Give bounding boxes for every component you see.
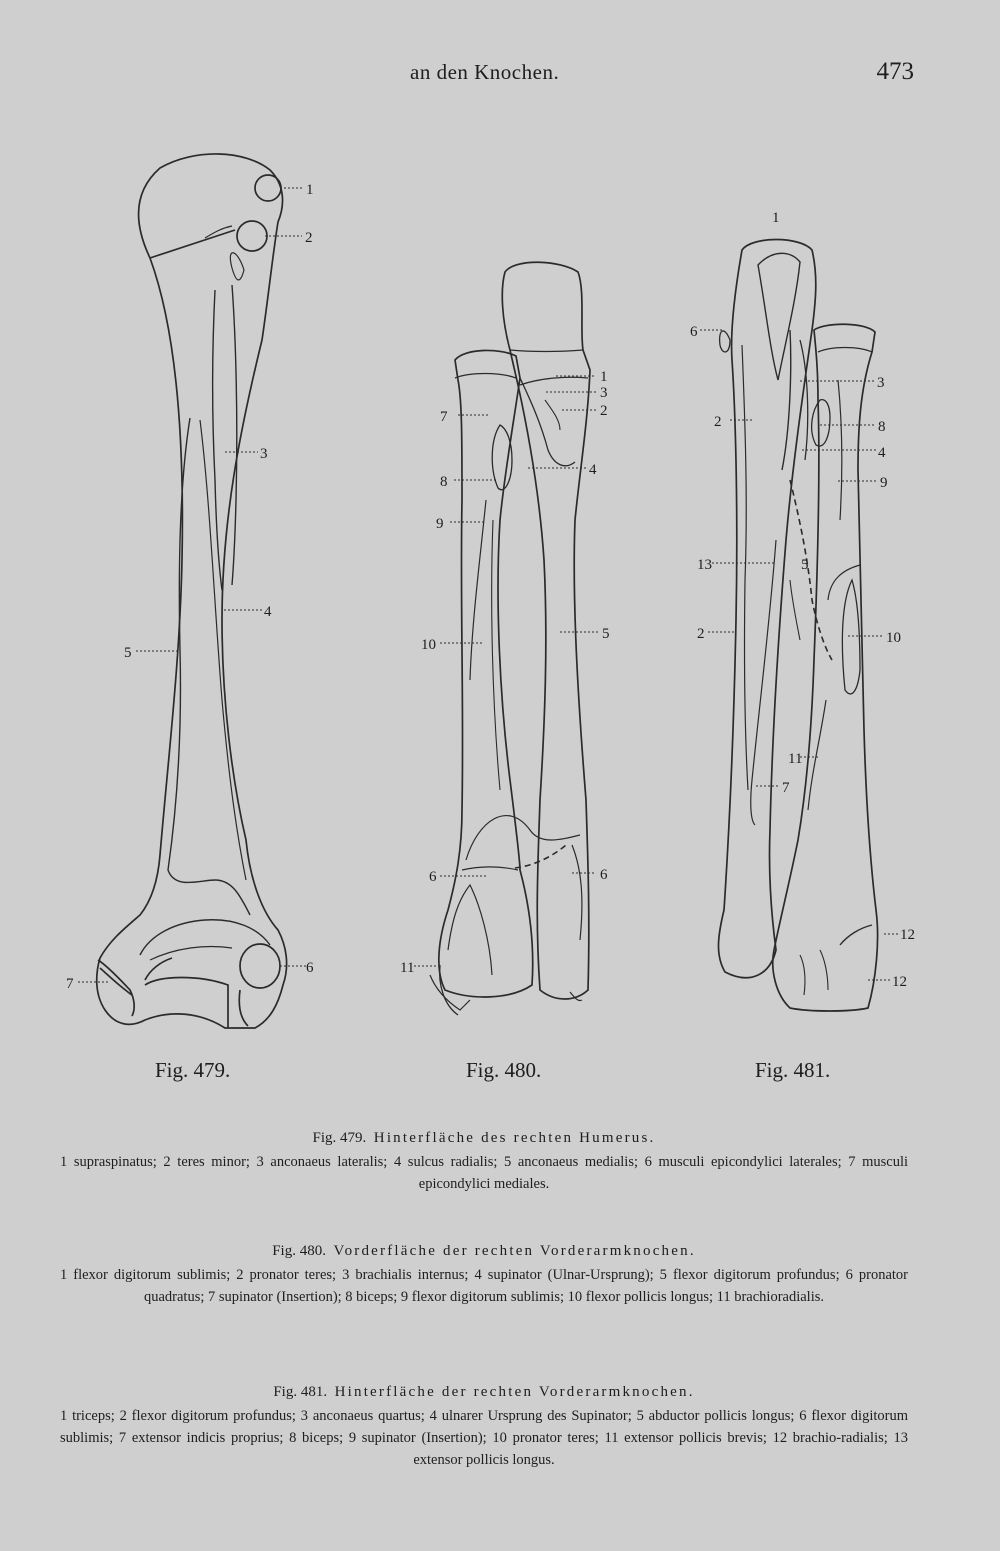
callout-479-1: 1 (306, 182, 314, 198)
callout-479-4: 4 (264, 604, 272, 620)
callout-481-6: 6 (690, 324, 698, 340)
radius-outline (439, 350, 533, 997)
figure-479-label: Fig. 479. (155, 1058, 231, 1082)
callout-480-6-right: 6 (600, 867, 608, 883)
running-head: an den Knochen. (410, 60, 560, 84)
caption-figure-480 (60, 1240, 908, 1308)
callout-481-12-lower: 12 (892, 974, 907, 990)
caption-480-body: 1 flexor digitorum sublimis; 2 pronator teres; 3 brachialis internus; 4 supinator (Ulnar-Ursprung); 5 flexor digitorum profundus; 6 pronator quadratus; 7 supinator (Insertion); 8 biceps; 9 flexor digitorum sublimis; 10 flexor pollicis longus; 11 brachioradialis. (60, 1267, 908, 1305)
caption-479-title: Hinterfläche des rechten Humerus. (373, 1130, 656, 1146)
callout-481-8: 8 (878, 419, 886, 435)
figure-479-humerus (97, 154, 287, 1028)
callout-481-1: 1 (772, 210, 780, 226)
caption-481-body: 1 triceps; 2 flexor digitorum profundus; 3 anconaeus quartus; 4 ulnarer Ursprung des Supinator; 5 abductor pollicis longus; 6 flexor digitorum sublimis; 7 extensor indicis proprius; 8 biceps; 9 supinator (Insertion); 10 pronator teres; 11 extensor pollicis brevis; 12 brachio-radialis; 13 extensor pollicis longus. (60, 1408, 908, 1468)
insertion-2-circle (237, 221, 267, 251)
caption-figure-481 (60, 1381, 908, 1471)
callout-480-8: 8 (440, 474, 448, 490)
caption-480-title: Vorderfläche der rechten Vorderarmknochen. (333, 1243, 696, 1259)
caption-481-heading (60, 1381, 908, 1403)
page-number: 473 (876, 58, 914, 85)
figure-481-callouts (690, 210, 915, 990)
callout-481-13: 13 (697, 557, 712, 573)
callout-481-11: 11 (788, 751, 803, 767)
figure-481-forearm-posterior (718, 240, 877, 1012)
callout-480-9: 9 (436, 516, 444, 532)
callout-479-6: 6 (306, 960, 314, 976)
callout-480-7: 7 (440, 409, 448, 425)
caption-481-number: Fig. 481. (273, 1384, 328, 1400)
callout-480-2: 2 (600, 403, 608, 419)
figure-481-label: Fig. 481. (755, 1058, 831, 1082)
callout-481-12-upper: 12 (900, 927, 915, 943)
callout-481-3: 3 (877, 375, 885, 391)
callout-480-3: 3 (600, 385, 608, 401)
humerus-outline (97, 154, 287, 1028)
figure-480-forearm-anterior (430, 262, 590, 1015)
caption-480-number: Fig. 480. (272, 1243, 326, 1259)
callout-479-7: 7 (66, 976, 74, 992)
caption-479-number: Fig. 479. (312, 1130, 367, 1146)
callout-480-11: 11 (400, 960, 415, 976)
callout-481-2-lower: 2 (697, 626, 705, 642)
figure-480-label: Fig. 480. (466, 1058, 542, 1082)
callout-481-10: 10 (886, 630, 901, 646)
insertion-1-circle (255, 175, 281, 201)
callout-481-7: 7 (782, 780, 790, 796)
callout-481-4: 4 (878, 445, 886, 461)
caption-479-body: 1 supraspinatus; 2 teres minor; 3 anconaeus lateralis; 4 sulcus radialis; 5 anconaeus medialis; 6 musculi epicondylici laterales; 7 musculi epicondylici mediales. (60, 1154, 908, 1192)
ulna-posterior-outline (718, 240, 815, 978)
callout-479-3: 3 (260, 446, 268, 462)
callout-480-4: 4 (589, 462, 597, 478)
callout-481-9: 9 (880, 475, 888, 491)
figure-479-callouts (66, 182, 314, 992)
caption-481-title: Hinterfläche der rechten Vorderarmknochen. (334, 1384, 695, 1400)
callout-479-2: 2 (305, 230, 313, 246)
caption-479-heading (60, 1127, 908, 1149)
ulna-outline (502, 262, 590, 999)
callout-480-10: 10 (421, 637, 436, 653)
callout-481-5: 5 (801, 557, 809, 573)
callout-479-5: 5 (124, 645, 132, 661)
caption-480-heading (60, 1240, 908, 1262)
callout-481-2-upper: 2 (714, 414, 722, 430)
callout-480-1: 1 (600, 369, 608, 385)
callout-480-6-left: 6 (429, 869, 437, 885)
callout-480-5: 5 (602, 626, 610, 642)
caption-figure-479 (60, 1127, 908, 1195)
